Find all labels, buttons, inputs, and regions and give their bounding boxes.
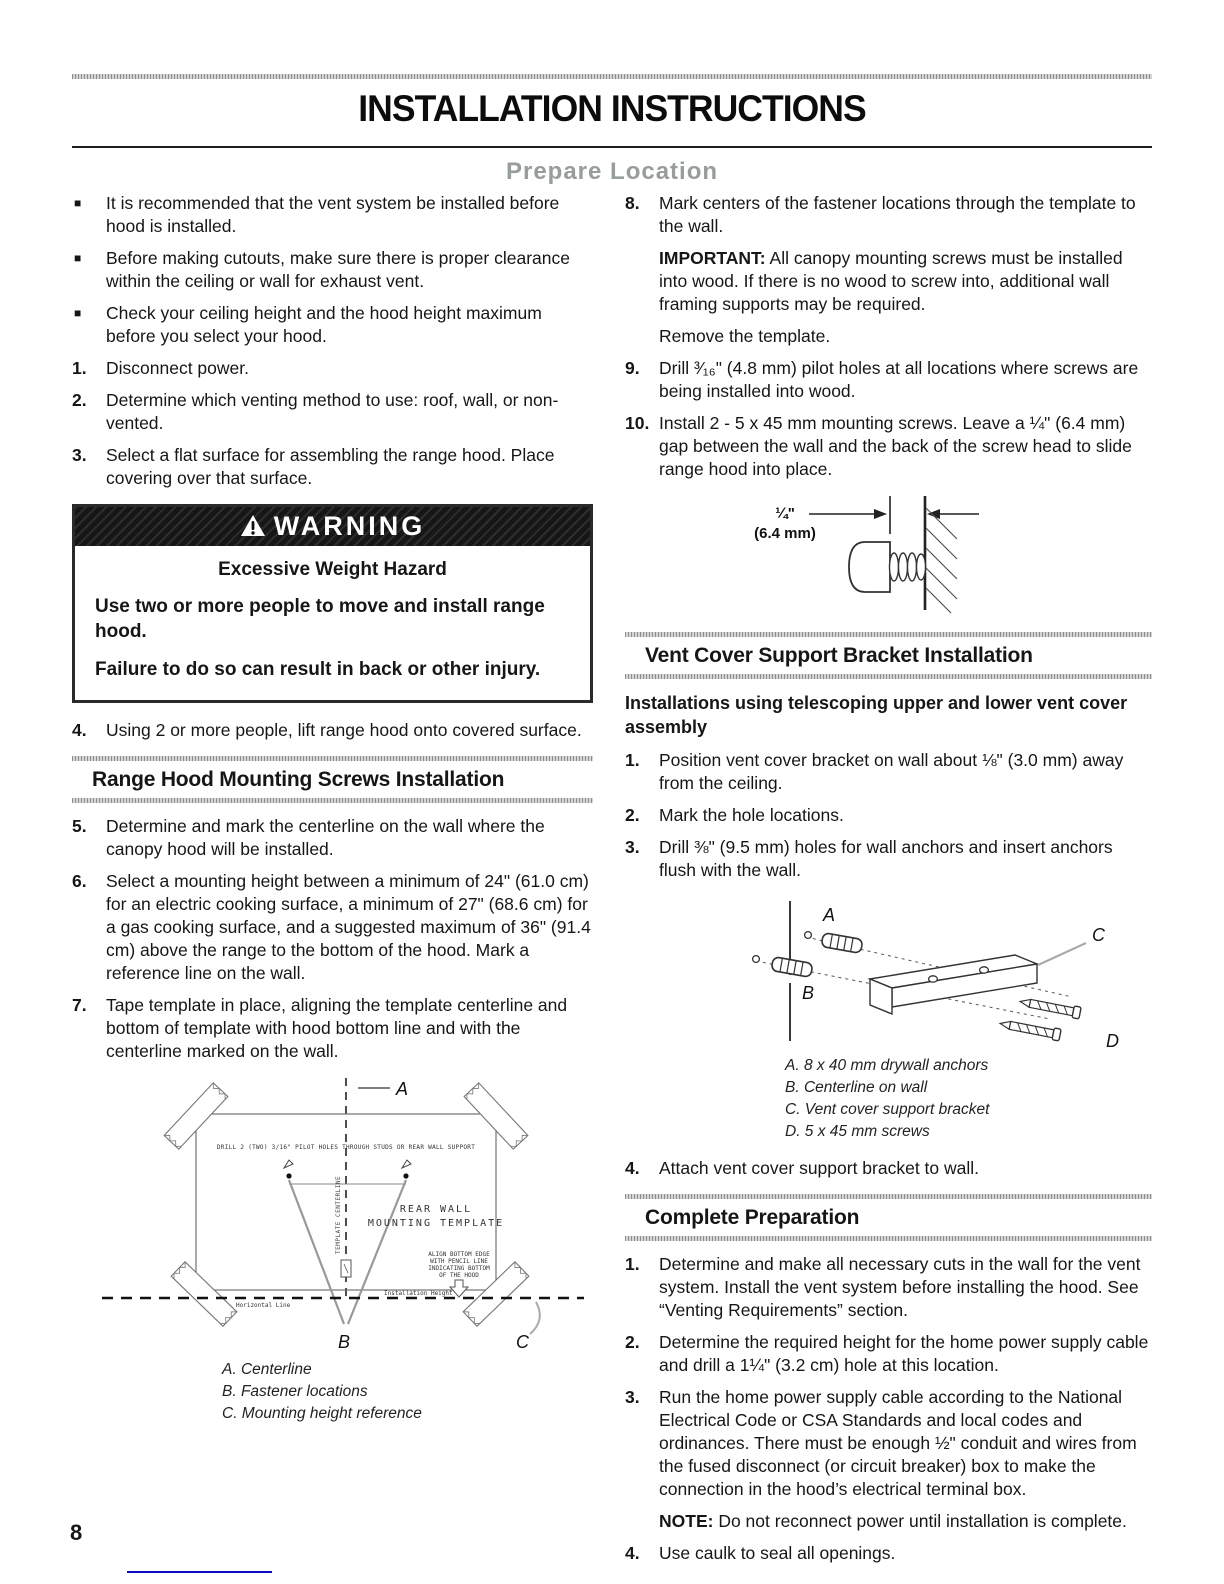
section-heading: Range Hood Mounting Screws Installation [92,768,505,791]
warning-triangle-icon [240,514,266,538]
remove-template-note: Remove the template. [659,326,831,346]
numbered-step: 4. Use caulk to seal all openings. [625,1543,896,1563]
gap-dimension-label-mm: (6.4 mm) [754,525,816,542]
list-item [72,247,593,293]
bullet-square-icon: ■ [74,196,82,210]
diagram-label-a: A [823,905,836,925]
template-diagram [84,1072,589,1357]
support-bracket-icon [870,955,1037,1014]
template-title: REAR WALL [399,1204,473,1215]
numbered-step: 9. Drill ³⁄₁₆" (4.8 mm) pilot holes at all locations where screws are being installed into wood. [625,358,1139,401]
mounting-screw-icon [999,996,1081,1041]
svg-text:INDICATING BOTTOM: INDICATING BOTTOM [428,1265,490,1272]
list-item [72,192,593,238]
warning-header [75,507,590,546]
template-centerline-label: TEMPLATE CENTERLINE [335,1175,342,1254]
page-title: INSTALLATION INSTRUCTIONS [358,88,866,129]
bullet-text: Check your ceiling height and the hood height maximum before you select your hood. [106,303,542,346]
numbered-step: 1. Position vent cover bracket on wall about ⅛" (3.0 mm) away from the ceiling. [625,750,1124,793]
section-rule [625,674,1152,679]
bullet-square-icon: ■ [74,251,82,265]
diagram-label-c: C [516,1332,529,1352]
numbered-step: 10. Install 2 - 5 x 45 mm mounting screws. Leave a ¼" (6.4 mm) gap between the wall and the back of the screw head to slide range hood into place. [625,413,1132,479]
caption: A. 8 x 40 mm drywall anchors [785,1057,989,1074]
warning-body [75,546,590,700]
bracket-diagram [720,891,1150,1053]
screw-icon [849,542,926,592]
header-rule [72,74,1152,79]
numbered-step: 1. Determine and make all necessary cuts in the wall for the vent system. Install the vent system before installing the hood. See “Venting Requirements” section. [625,1254,1141,1320]
warning-text: Use two or more people to move and install range hood. [95,596,545,642]
section-vent-cover-bracket [625,632,1152,679]
title-divider [72,146,1152,148]
template-captions [222,1359,593,1425]
bullet-square-icon: ■ [74,306,82,320]
svg-text:OF THE HOOD: OF THE HOOD [439,1272,479,1279]
note-label: NOTE: [659,1511,714,1531]
bullet-text: Before making cutouts, make sure there is proper clearance within the ceiling or wall for exhaust vent. [106,248,570,291]
bracket-captions [785,1055,1152,1143]
subheading: Installations using telescoping upper and lower vent cover assembly [625,693,1128,737]
svg-text:WITH PENCIL LINE: WITH PENCIL LINE [430,1258,488,1265]
numbered-step: 7. Tape template in place, aligning the template centerline and bottom of template with hood bottom line and with the centerline marked on the wall. [72,995,568,1061]
section-complete-preparation [625,1194,1152,1241]
diagram-label-a: A [396,1079,409,1099]
numbered-step: 4. Attach vent cover support bracket to wall. [625,1158,980,1178]
section-rule [625,1194,1152,1199]
gap-dimension-label: ¼" [775,505,795,522]
caption: A. Centerline [222,1361,312,1378]
warning-box [72,504,593,703]
caption: D. 5 x 45 mm screws [785,1123,930,1140]
caption: C. Mounting height reference [222,1405,422,1422]
template-drill-note: DRILL 2 (TWO) 3/16" PILOT HOLES THROUGH STUDS OR REAR WALL SUPPORT [216,1144,476,1151]
note: NOTE: Do not reconnect power until installation is complete. [659,1511,1127,1531]
numbered-step: 2. Mark the hole locations. [625,805,844,825]
numbered-step: 6. Select a mounting height between a minimum of 24" (61.0 cm) for an electric cooking surface, a minimum of 27" (68.6 cm) for a gas cooking surface, and a suggested maximum of 36" (91.4 cm) above the range to the bottom of the hood. Mark a reference line on the wall. [72,871,591,983]
right-column [625,192,1152,1574]
diagram-label-d: D [1106,1031,1119,1051]
numbered-step: 5. Determine and mark the centerline on the wall where the canopy hood will be installed. [72,816,545,859]
warning-title: WARNING [273,510,426,541]
caption: B. Centerline on wall [785,1079,928,1096]
numbered-step: 3. Select a flat surface for assembling the range hood. Place covering over that surface. [72,445,555,488]
important-label: IMPORTANT: [659,248,766,268]
down-arrow-icon [450,1280,468,1297]
numbered-step: 1. Disconnect power. [72,358,249,378]
section-heading: Vent Cover Support Bracket Installation [645,644,1033,667]
template-align-note: ALIGN BOTTOM EDGE [428,1251,490,1258]
caption: B. Fastener locations [222,1383,368,1400]
numbered-step: 3. Run the home power supply cable according to the National Electrical Code or CSA Standards and local codes and ordinances. There must be enough ½" conduit and wires from the fused disconnect (or circuit breaker) box to make the connection in the hood’s electrical terminal box. [625,1387,1137,1499]
section-rule [72,798,593,803]
diagram-label-c: C [1092,925,1105,945]
screw-gap-diagram [745,490,1045,618]
numbered-step: 8. Mark centers of the fastener locations through the template to the wall. [625,193,1136,236]
bullet-text: It is recommended that the vent system be installed before hood is installed. [106,193,560,236]
drywall-anchor-icon [753,932,863,978]
left-column [72,192,593,1439]
section-rule [625,1236,1152,1241]
footer-blue-line [127,1571,272,1573]
numbered-step: 2. Determine which venting method to use: roof, wall, or non-vented. [72,390,559,433]
warning-text: Failure to do so can result in back or other injury. [95,659,541,680]
diagram-label-b: B [802,983,815,1003]
installation-height-label: Installation Height [384,1290,453,1297]
numbered-step: 4. Using 2 or more people, lift range hood onto covered surface. [72,720,582,740]
list-item [72,302,593,348]
prepare-location-heading: Prepare Location [505,158,719,185]
horizontal-line-label: Horizontal Line [236,1302,291,1309]
caption: C. Vent cover support bracket [785,1101,990,1118]
wall-hatching [926,508,957,613]
section-rule [72,756,593,761]
section-mounting-screws [72,756,593,803]
important-note: IMPORTANT: All canopy mounting screws must be installed into wood. If there is no wood to screw into, additional wall framing supports may be required. [659,248,1123,314]
page-number: 8 [70,1520,83,1545]
numbered-step: 3. Drill ⅜" (9.5 mm) holes for wall anchors and insert anchors flush with the wall. [625,837,1113,880]
section-rule [625,632,1152,637]
warning-hazard-title: Excessive Weight Hazard [218,559,447,580]
section-heading: Complete Preparation [645,1206,860,1229]
numbered-step: 2. Determine the required height for the home power supply cable and drill a 1¼" (3.2 cm) hole at this location. [625,1332,1149,1375]
diagram-label-b: B [338,1332,351,1352]
template-title: MOUNTING TEMPLATE [367,1218,505,1229]
